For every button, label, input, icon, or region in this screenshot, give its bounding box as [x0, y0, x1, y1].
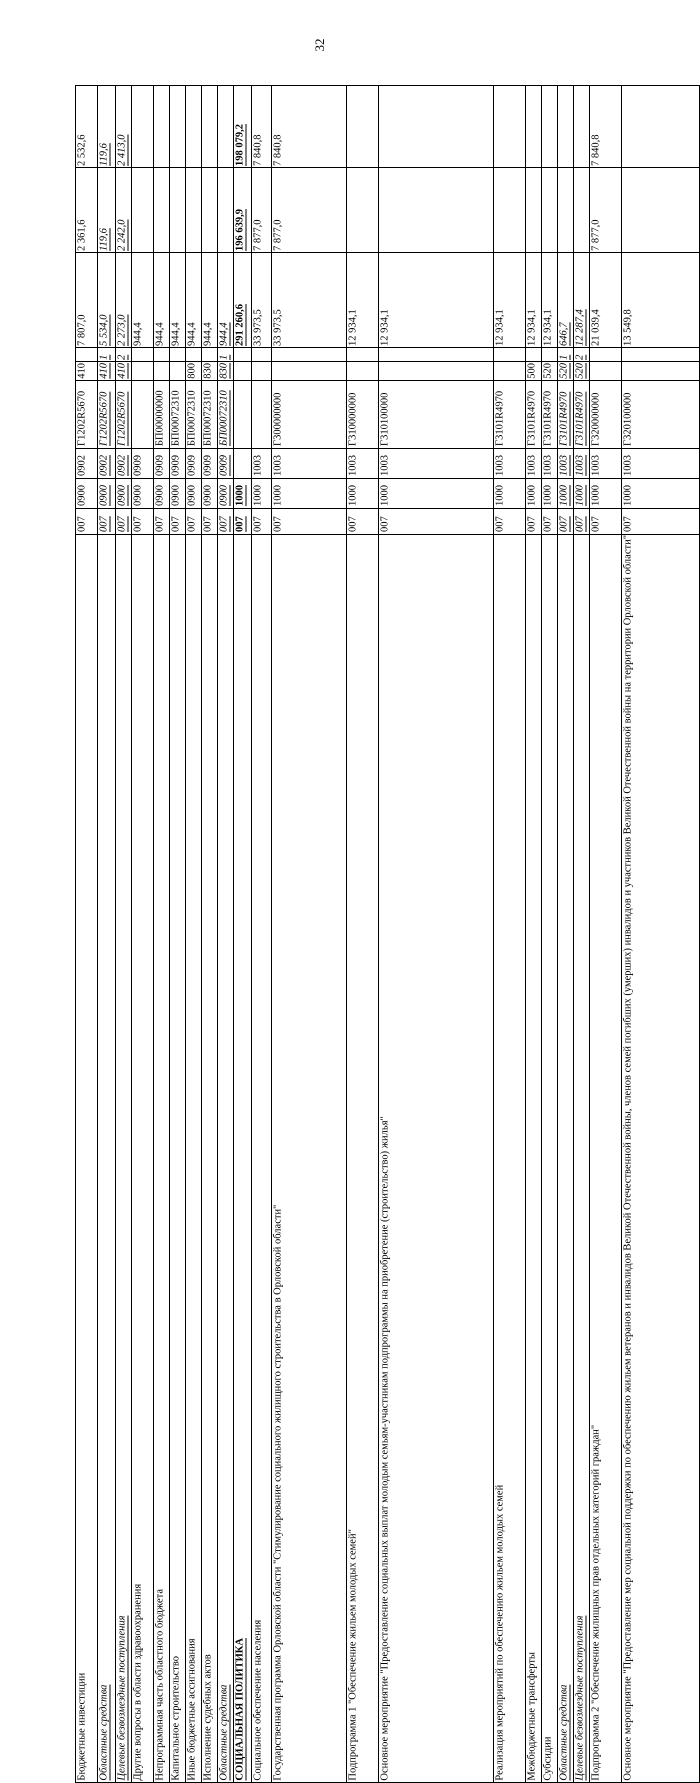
cell-amount-2020	[186, 168, 202, 253]
cell-source-code	[186, 348, 202, 362]
cell-amount-2021	[558, 86, 574, 168]
cell-name: Областные средства	[558, 534, 574, 1783]
cell-expense-type	[272, 362, 347, 381]
cell-target-code: Г300000000	[272, 380, 347, 448]
cell-amount-2019: 7 807,0	[76, 253, 98, 348]
cell-target-code: Г3101R4970	[574, 380, 590, 448]
cell-amount-2019: 2 273,0	[116, 253, 132, 348]
cell-name: СОЦИАЛЬНАЯ ПОЛИТИКА	[234, 534, 252, 1783]
cell-target-code: Г3101R4970	[542, 380, 558, 448]
cell-amount-2020: 119,6	[98, 168, 116, 253]
cell-admin-code: 007	[574, 508, 590, 534]
cell-source-code	[252, 348, 272, 362]
cell-admin-code: 007	[379, 508, 494, 534]
cell-amount-2020	[526, 168, 542, 253]
cell-expense-type	[379, 362, 494, 381]
cell-admin-code: 007	[98, 508, 116, 534]
cell-target-code: Г3101R4970	[558, 380, 574, 448]
cell-section: 1000	[379, 478, 494, 508]
cell-subsection: 1003	[272, 448, 347, 478]
cell-expense-type: 830	[218, 362, 234, 381]
cell-source-code: 1	[218, 348, 234, 362]
cell-name: Областные средства	[98, 534, 116, 1783]
cell-source-code	[154, 348, 170, 362]
cell-amount-2021	[542, 86, 558, 168]
cell-admin-code: 007	[542, 508, 558, 534]
cell-expense-type	[622, 362, 700, 381]
page-number: 32	[312, 38, 327, 52]
cell-amount-2019: 12 934,1	[347, 253, 379, 348]
cell-expense-type	[252, 362, 272, 381]
cell-expense-type: 800	[186, 362, 202, 381]
cell-source-code	[494, 348, 526, 362]
cell-subsection: 0909	[170, 448, 186, 478]
cell-amount-2019: 12 934,1	[494, 253, 526, 348]
cell-source-code	[132, 348, 154, 362]
cell-expense-type: 410	[98, 362, 116, 381]
cell-name: Реализация мероприятий по обеспечению жильем молодых семей	[494, 534, 526, 1783]
cell-amount-2019: 5 534,0	[98, 253, 116, 348]
cell-section: 0900	[186, 478, 202, 508]
cell-subsection: 0909	[202, 448, 218, 478]
cell-amount-2021: 198 079,2	[234, 86, 252, 168]
cell-amount-2021	[154, 86, 170, 168]
cell-admin-code: 007	[116, 508, 132, 534]
cell-expense-type: 500	[526, 362, 542, 381]
cell-section: 1000	[542, 478, 558, 508]
cell-admin-code: 007	[252, 508, 272, 534]
cell-name: Государственная программа Орловской области "Стимулирование социального жилищного строительства в Орловской области"	[272, 534, 347, 1783]
cell-section: 1000	[252, 478, 272, 508]
cell-amount-2021	[132, 86, 154, 168]
cell-subsection: 0909	[218, 448, 234, 478]
cell-subsection: 1003	[622, 448, 700, 478]
cell-source-code	[76, 348, 98, 362]
cell-name: Основное мероприятие "Предоставление мер социальной поддержки по обеспечению жильем ветеранов и инвалидов Великой Отечественной войны, членов семей погибших (умерших) инвалидов и участников Великой Отечественной войны на территории Орловской области"	[622, 534, 700, 1783]
cell-amount-2020: 196 639,9	[234, 168, 252, 253]
cell-section: 0900	[202, 478, 218, 508]
cell-subsection: 1003	[494, 448, 526, 478]
cell-amount-2019: 291 260,6	[234, 253, 252, 348]
cell-target-code: БП00072310	[186, 380, 202, 448]
cell-target-code: БП00000000	[154, 380, 170, 448]
cell-subsection: 1003	[574, 448, 590, 478]
cell-admin-code: 007	[234, 508, 252, 534]
cell-name: Социальное обеспечение населения	[252, 534, 272, 1783]
cell-amount-2021: 2 532,6	[76, 86, 98, 168]
cell-amount-2020	[558, 168, 574, 253]
cell-source-code: 1	[558, 348, 574, 362]
cell-amount-2019: 944,4	[170, 253, 186, 348]
cell-amount-2019: 944,4	[218, 253, 234, 348]
cell-amount-2021	[347, 86, 379, 168]
cell-section: 1000	[272, 478, 347, 508]
cell-name: Иные бюджетные ассигнования	[186, 534, 202, 1783]
cell-admin-code: 007	[526, 508, 542, 534]
cell-target-code: Г320000000	[590, 380, 622, 448]
cell-admin-code: 007	[272, 508, 347, 534]
cell-name: Подпрограмма 1 "Обеспечение жильем молодых семей"	[347, 534, 379, 1783]
cell-section: 0900	[154, 478, 170, 508]
cell-amount-2019: 21 039,4	[590, 253, 622, 348]
cell-expense-type	[494, 362, 526, 381]
cell-target-code: Г3101R4970	[494, 380, 526, 448]
cell-amount-2020	[202, 168, 218, 253]
cell-subsection	[234, 448, 252, 478]
cell-subsection: 1003	[542, 448, 558, 478]
cell-subsection: 1003	[526, 448, 542, 478]
cell-amount-2021	[494, 86, 526, 168]
cell-amount-2020	[132, 168, 154, 253]
cell-section: 0900	[170, 478, 186, 508]
cell-admin-code: 007	[154, 508, 170, 534]
cell-subsection: 0909	[132, 448, 154, 478]
cell-admin-code: 007	[132, 508, 154, 534]
cell-name: Основное мероприятие "Предоставление социальных выплат молодым семьям-участникам подпрограммы на приобретение (строительство) жилья"	[379, 534, 494, 1783]
cell-subsection: 1003	[252, 448, 272, 478]
cell-source-code: 1	[98, 348, 116, 362]
cell-admin-code: 007	[494, 508, 526, 534]
cell-source-code	[170, 348, 186, 362]
cell-expense-type	[234, 362, 252, 381]
cell-amount-2019: 33 973,5	[252, 253, 272, 348]
cell-section: 0900	[132, 478, 154, 508]
cell-amount-2021: 7 840,8	[272, 86, 347, 168]
cell-source-code	[590, 348, 622, 362]
cell-name: Непрограммная часть областного бюджета	[154, 534, 170, 1783]
cell-section: 0900	[98, 478, 116, 508]
cell-amount-2019: 646,7	[558, 253, 574, 348]
cell-amount-2021	[218, 86, 234, 168]
cell-admin-code: 007	[186, 508, 202, 534]
cell-section: 1000	[590, 478, 622, 508]
cell-name: Капитальное строительство	[170, 534, 186, 1783]
cell-expense-type	[132, 362, 154, 381]
cell-subsection: 0909	[186, 448, 202, 478]
cell-target-code	[234, 380, 252, 448]
cell-amount-2020	[170, 168, 186, 253]
cell-source-code	[542, 348, 558, 362]
cell-name: Подпрограмма 2 "Обеспечение жилищных прав отдельных категорий граждан"	[590, 534, 622, 1783]
cell-amount-2021	[202, 86, 218, 168]
cell-section: 1000	[526, 478, 542, 508]
cell-amount-2021	[186, 86, 202, 168]
cell-amount-2020: 7 877,0	[590, 168, 622, 253]
cell-admin-code: 007	[170, 508, 186, 534]
cell-name: Бюджетные инвестиции	[76, 534, 98, 1783]
cell-amount-2020	[347, 168, 379, 253]
cell-subsection: 1003	[558, 448, 574, 478]
cell-expense-type	[154, 362, 170, 381]
cell-amount-2021	[574, 86, 590, 168]
cell-amount-2019: 944,4	[132, 253, 154, 348]
cell-source-code: 2	[116, 348, 132, 362]
cell-amount-2021	[622, 86, 700, 168]
cell-admin-code: 007	[558, 508, 574, 534]
cell-subsection: 1003	[347, 448, 379, 478]
cell-amount-2020: 2 242,0	[116, 168, 132, 253]
cell-admin-code: 007	[202, 508, 218, 534]
cell-target-code: Г1202R5670	[98, 380, 116, 448]
cell-amount-2020	[542, 168, 558, 253]
cell-admin-code: 007	[590, 508, 622, 534]
cell-source-code	[622, 348, 700, 362]
cell-target-code	[252, 380, 272, 448]
cell-amount-2021: 119,6	[98, 86, 116, 168]
cell-target-code: Г320100000	[622, 380, 700, 448]
cell-target-code	[132, 380, 154, 448]
cell-expense-type: 410	[116, 362, 132, 381]
cell-target-code: БП00072310	[202, 380, 218, 448]
cell-section: 1000	[494, 478, 526, 508]
cell-subsection: 0902	[116, 448, 132, 478]
cell-amount-2020	[622, 168, 700, 253]
cell-expense-type	[170, 362, 186, 381]
cell-name: Другие вопросы в области здравоохранения	[132, 534, 154, 1783]
cell-amount-2020	[154, 168, 170, 253]
budget-table-rotated	[75, 85, 650, 1782]
cell-expense-type: 830	[202, 362, 218, 381]
cell-admin-code: 007	[218, 508, 234, 534]
cell-section: 0900	[116, 478, 132, 508]
cell-amount-2019: 12 287,4	[574, 253, 590, 348]
cell-amount-2020	[218, 168, 234, 253]
cell-amount-2021	[526, 86, 542, 168]
cell-subsection: 0909	[154, 448, 170, 478]
cell-subsection: 0902	[76, 448, 98, 478]
cell-target-code: Г1202R5670	[116, 380, 132, 448]
cell-amount-2021: 2 413,0	[116, 86, 132, 168]
cell-expense-type: 520	[574, 362, 590, 381]
cell-section: 1000	[574, 478, 590, 508]
cell-admin-code: 007	[347, 508, 379, 534]
cell-amount-2020	[379, 168, 494, 253]
cell-section: 1000	[234, 478, 252, 508]
cell-source-code: 2	[574, 348, 590, 362]
cell-target-code: БП00072310	[218, 380, 234, 448]
cell-source-code	[234, 348, 252, 362]
cell-expense-type	[590, 362, 622, 381]
cell-expense-type: 410	[76, 362, 98, 381]
cell-target-code: Г1202R5670	[76, 380, 98, 448]
cell-amount-2021: 7 840,8	[590, 86, 622, 168]
cell-section: 0900	[76, 478, 98, 508]
cell-target-code: Г3101R4970	[526, 380, 542, 448]
cell-amount-2019: 12 934,1	[526, 253, 542, 348]
cell-amount-2021: 7 840,8	[252, 86, 272, 168]
cell-amount-2019: 12 934,1	[542, 253, 558, 348]
cell-subsection: 0902	[98, 448, 116, 478]
cell-source-code	[272, 348, 347, 362]
cell-section: 1000	[347, 478, 379, 508]
cell-name: Субсидии	[542, 534, 558, 1783]
cell-source-code	[347, 348, 379, 362]
cell-expense-type: 520	[558, 362, 574, 381]
cell-amount-2019: 12 934,1	[379, 253, 494, 348]
cell-name: Исполнение судебных актов	[202, 534, 218, 1783]
cell-amount-2019: 944,4	[186, 253, 202, 348]
cell-amount-2019: 33 973,5	[272, 253, 347, 348]
cell-target-code: БП00072310	[170, 380, 186, 448]
cell-amount-2021	[170, 86, 186, 168]
cell-subsection: 1003	[590, 448, 622, 478]
cell-name: Межбюджетные трансферты	[526, 534, 542, 1783]
cell-amount-2020: 7 877,0	[272, 168, 347, 253]
cell-subsection: 1003	[379, 448, 494, 478]
cell-amount-2019: 13 549,8	[622, 253, 700, 348]
cell-source-code	[526, 348, 542, 362]
cell-source-code	[379, 348, 494, 362]
cell-amount-2020: 2 361,6	[76, 168, 98, 253]
cell-target-code: Г310000000	[347, 380, 379, 448]
cell-amount-2021	[379, 86, 494, 168]
cell-amount-2020	[494, 168, 526, 253]
cell-target-code: Г310100000	[379, 380, 494, 448]
budget-table	[75, 85, 700, 1783]
cell-name: Целевые безвозмездные поступления	[116, 534, 132, 1783]
cell-amount-2019: 944,4	[202, 253, 218, 348]
cell-amount-2020: 7 877,0	[252, 168, 272, 253]
cell-admin-code: 007	[76, 508, 98, 534]
cell-section: 0900	[218, 478, 234, 508]
cell-section: 1000	[558, 478, 574, 508]
cell-amount-2020	[574, 168, 590, 253]
cell-amount-2019: 944,4	[154, 253, 170, 348]
cell-expense-type: 520	[542, 362, 558, 381]
cell-section: 1000	[622, 478, 700, 508]
cell-expense-type	[347, 362, 379, 381]
cell-name: Целевые безвозмездные поступления	[574, 534, 590, 1783]
cell-source-code	[202, 348, 218, 362]
cell-admin-code: 007	[622, 508, 700, 534]
cell-name: Областные средства	[218, 534, 234, 1783]
